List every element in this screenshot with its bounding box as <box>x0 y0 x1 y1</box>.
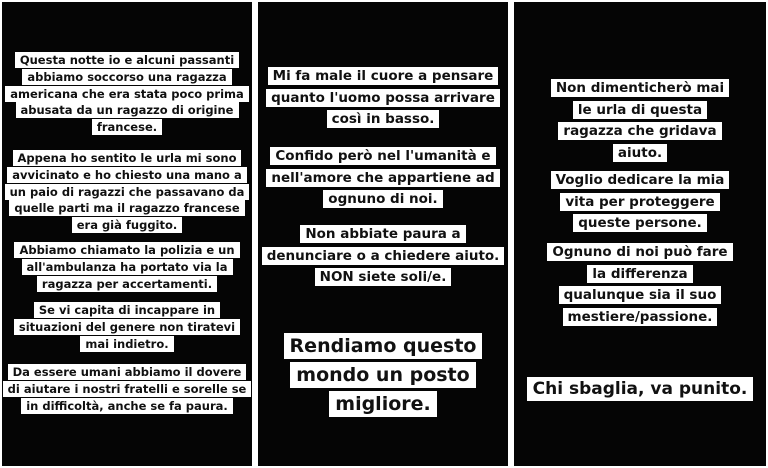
caption-block <box>2 52 252 136</box>
caption-block-highlight <box>514 376 766 402</box>
caption-text: Ognuno di noi può fare la differenza qualunque sia il suo mestiere/passione. <box>547 243 732 326</box>
caption-text: Confido però nel l'umanità e nell'amore che appartiene ad ognuno di noi. <box>266 147 499 208</box>
story-panel-3 <box>514 2 766 466</box>
caption-text: Da essere umani abbiamo il dovere di aiutare i nostri fratelli e sorelle se in difficoltà, anche se fa paura. <box>3 364 252 414</box>
caption-block <box>514 170 766 235</box>
caption-block <box>2 150 252 234</box>
caption-text: Appena ho sentito le urla mi sono avvicinato e ho chiesto una mano a un paio di ragazzi che passavano da quelle parti ma il ragazzo francese era già fuggito. <box>5 150 250 233</box>
caption-text: Non dimenticherò mai le urla di questa ragazza che gridava aiuto. <box>551 79 729 162</box>
caption-block <box>2 364 252 414</box>
caption-text: Questa notte io e alcuni passanti abbiamo soccorso una ragazza americana che era stata poco prima abusata da un ragazzo di origine francese. <box>5 52 249 135</box>
caption-block <box>258 224 508 289</box>
caption-block <box>2 302 252 352</box>
caption-text: Rendiamo questo mondo un posto migliore. <box>284 333 483 417</box>
caption-block-highlight <box>258 332 508 419</box>
caption-text: Non abbiate paura a denunciare o a chiedere aiuto. NON siete soli/e. <box>262 225 505 286</box>
caption-block <box>514 242 766 328</box>
caption-block <box>258 66 508 131</box>
caption-text: Chi sbaglia, va punito. <box>527 377 754 401</box>
caption-text: Mi fa male il cuore a pensare quanto l'uomo possa arrivare così in basso. <box>266 67 500 128</box>
caption-text: Voglio dedicare la mia vita per proteggere queste persone. <box>551 171 730 232</box>
story-panel-1 <box>2 2 252 466</box>
caption-block <box>258 146 508 211</box>
caption-text: Abbiamo chiamato la polizia e un all'ambulanza ha portato via la ragazza per accertamenti. <box>14 242 239 292</box>
caption-block <box>2 242 252 292</box>
caption-block <box>514 78 766 164</box>
caption-text: Se vi capita di incappare in situazioni del genere non tiratevi mai indietro. <box>14 302 240 352</box>
story-panel-2 <box>258 2 508 466</box>
